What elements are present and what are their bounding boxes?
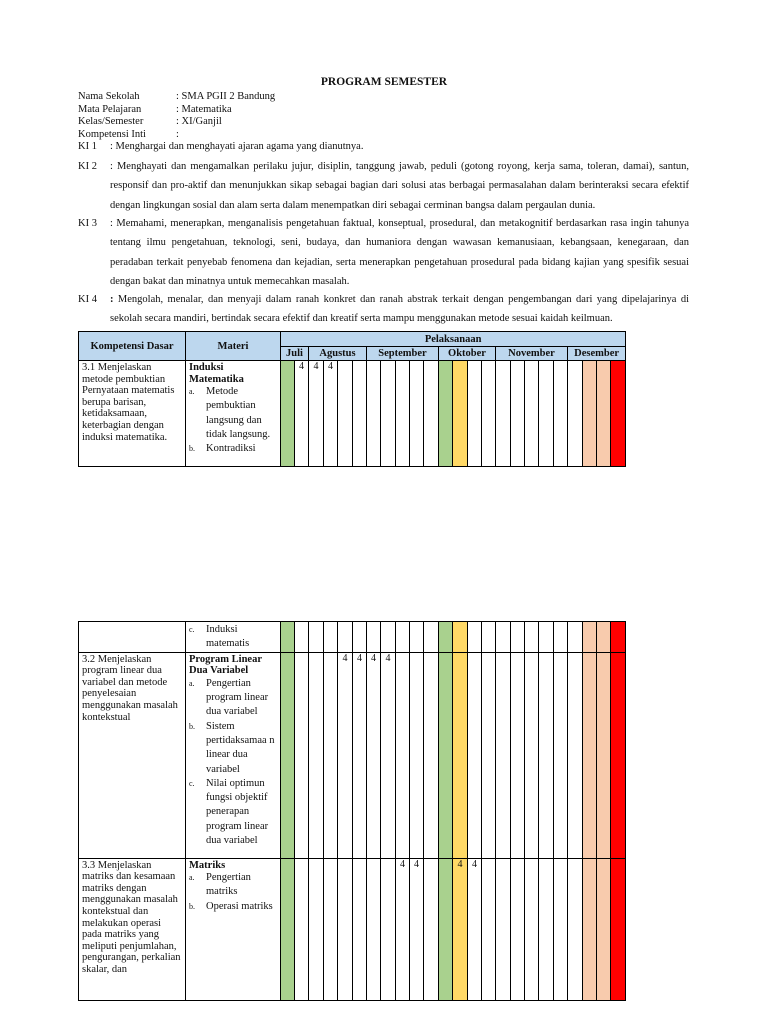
week-cell [396,622,410,653]
week-cell [324,622,338,653]
week-cell [295,858,309,1000]
materi-item-letter: b. [189,721,195,731]
week-cell [525,622,539,653]
week-cell [381,622,396,653]
week-cell: 4 [353,652,367,858]
week-cell [539,361,554,467]
week-cell [583,622,597,653]
week-cell: 4 [381,652,396,858]
ki-text: : Memahami, menerapkan, menganalisis pengetahuan faktual, konseptual, prosedural, dan metakognitif berdasarkan rasa ingin tahunya tentang ilmu pengetahuan, teknologi, seni, budaya, dan humaniora dengan wawasan kemanusiaan, kebangsaan, kenegaraan, dan peradaban terkait penyebab fenomena dan kejadian, serta menerapkan pengetahuan prosedural pada bidang kajian yang spesifik sesuai dengan bakat dan minatnya untuk memecahkan masalah. [110,218,689,287]
week-cell [424,652,439,858]
week-cell [367,622,381,653]
ki-2 [78,157,689,215]
materi-item-text: Induksi matematis [206,624,250,650]
materi-cell [186,858,281,1000]
materi-item-text: Operasi matriks [206,900,273,912]
week-cell [539,652,554,858]
materi-list [189,623,278,652]
materi-cell [186,361,281,467]
week-cell [482,361,496,467]
materi-item [189,871,278,900]
identity-value: : SMA PGII 2 Bandung [176,91,276,102]
week-cell: 4 [453,858,468,1000]
ki-1 [78,139,689,154]
week-cell [281,858,295,1000]
table-row [79,858,626,1000]
week-cell [281,652,295,858]
materi-item-letter: b. [189,901,195,911]
week-cell [309,622,324,653]
week-cell [597,858,611,1000]
identity-value: : [176,128,179,140]
table-row [79,652,626,858]
materi-list [189,385,278,456]
ki-4 [78,290,689,329]
materi-item-letter: a. [189,387,195,397]
week-cell [410,361,424,467]
week-cell [583,858,597,1000]
week-cell [597,622,611,653]
materi-item-letter: a. [189,678,195,688]
ki-number: KI 3 [78,218,97,229]
materi-item-letter: a. [189,873,195,883]
week-cell [568,652,583,858]
kd-cell [79,622,186,653]
identity-label: Kelas/Semester [78,116,144,127]
week-cell [496,652,511,858]
week-cell [597,652,611,858]
week-cell [554,361,568,467]
materi-item-letter: c. [189,625,195,634]
week-cell: 4 [338,652,353,858]
materi-item-text: Pengertian program linear dua variabel [206,677,269,718]
week-cell [482,652,496,858]
week-cell [453,652,468,858]
col-pelaksanaan: Pelaksanaan [281,332,626,347]
ki-number: KI 2 [78,161,97,172]
week-cell [496,858,511,1000]
week-cell [554,858,568,1000]
week-cell: 4 [295,361,309,467]
week-cell [511,858,525,1000]
week-cell [353,361,367,467]
schedule-table-bottom [78,621,626,1001]
table-header-row [79,332,626,347]
week-cell [511,652,525,858]
week-cell [453,622,468,653]
week-cell [511,622,525,653]
materi-title: Matriks [189,859,226,871]
materi-item-text: Sistem pertidaksamaa n linear dua variabel [206,720,275,775]
week-cell [396,361,410,467]
week-cell [583,652,597,858]
week-cell [309,858,324,1000]
identity-row-school [78,91,275,104]
week-cell [424,622,439,653]
week-cell [396,652,410,858]
ki-colon: : [110,294,114,305]
ki-number: KI 4 [78,294,97,305]
week-cell [468,622,482,653]
week-cell [295,622,309,653]
ki-number: KI 1 [78,141,97,152]
month-juli: Juli [281,347,309,361]
week-cell [338,361,353,467]
materi-title: Program Linear Dua Variabel [189,653,262,677]
week-cell [539,858,554,1000]
materi-item [189,777,278,848]
month-desember: Desember [568,347,626,361]
materi-item [189,442,278,456]
materi-cell [186,652,281,858]
week-cell [611,858,626,1000]
week-cell [381,361,396,467]
week-cell [424,858,439,1000]
week-cell [568,622,583,653]
identity-value: : XI/Ganjil [176,116,222,127]
week-cell [439,361,453,467]
ki-text: : Menghargai dan menghayati ajaran agama yang dianutnya. [110,141,364,152]
week-cell [410,652,424,858]
materi-item [189,900,278,914]
week-cell: 4 [410,858,424,1000]
week-cell [482,622,496,653]
week-cell [468,361,482,467]
week-cell [367,361,381,467]
identity-label: Kompetensi Inti [78,128,146,140]
week-cell [554,652,568,858]
week-cell: 4 [367,652,381,858]
month-september: September [367,347,439,361]
materi-item [189,720,278,777]
materi-item [189,385,278,442]
week-cell [309,652,324,858]
week-cell [453,361,468,467]
month-oktober: Oktober [439,347,496,361]
table-row [79,622,626,653]
week-cell [439,858,453,1000]
week-cell: 4 [396,858,410,1000]
week-cell [439,622,453,653]
kd-cell: 3.3 Menjelaskan matriks dan kesamaan matriks dengan menggunakan masalah kontekstual dan melakukan operasi pada matriks yang meliputi penjumlahan, pengurangan, perkalian skalar, dan [79,858,186,1000]
week-cell [468,652,482,858]
materi-item-letter: c. [189,778,195,788]
week-cell [281,361,295,467]
page-title: PROGRAM SEMESTER [320,76,448,88]
ki-text [110,290,689,329]
week-cell [410,622,424,653]
week-cell [353,858,367,1000]
materi-item [189,623,278,652]
week-cell [525,858,539,1000]
week-cell [439,652,453,858]
week-cell: 4 [324,361,338,467]
week-cell [496,622,511,653]
week-cell [568,858,583,1000]
identity-row-subject [78,104,275,117]
table-row [79,361,626,467]
week-cell [611,361,626,467]
ki-text: : Menghayati dan mengamalkan perilaku jujur, disiplin, tanggung jawab, peduli (gotong royong, kerja sama, toleran, damai), santun, responsif dan pro-aktif dan menunjukkan sikap sebagai bagian dari solusi atas berbagai permasalahan dalam berinteraksi secara efektif dengan lingkungan sosial dan alam serta dalam menempatkan diri sebagai cerminan bangsa dalam pergaulan dunia. [110,161,689,211]
week-cell [568,361,583,467]
identity-value: : Matematika [176,103,232,115]
week-cell [583,361,597,467]
materi-list [189,677,278,849]
week-cell: 4 [309,361,324,467]
materi-list [189,871,278,914]
materi-title: Induksi Matematika [189,362,244,385]
week-cell [525,361,539,467]
week-cell: 4 [468,858,482,1000]
identity-label: Nama Sekolah [78,91,140,102]
identity-block [78,91,275,141]
materi-item-text: Metode pembuktian langsung dan tidak langsung. [206,386,271,441]
week-cell [381,858,396,1000]
week-cell [539,622,554,653]
week-cell [324,858,338,1000]
week-cell [295,652,309,858]
week-cell [482,858,496,1000]
identity-label: Mata Pelajaran [78,103,142,115]
ki-text-body: Mengolah, menalar, dan menyaji dalam ranah konkret dan ranah abstrak terkait dengan pengembangan dari yang dipelajarinya di sekolah secara mandiri, bertindak secara efektif dan kreatif serta mampu menggunakan metode sesuai kaidah keilmuan. [110,294,690,325]
ki-3 [78,214,689,291]
week-cell [424,361,439,467]
week-cell [281,622,295,653]
col-materi: Materi [186,332,281,361]
week-cell [511,361,525,467]
materi-item-letter: b. [189,444,195,454]
materi-item-text: Pengertian matriks [206,872,251,898]
week-cell [338,858,353,1000]
week-cell [554,622,568,653]
week-cell [338,622,353,653]
week-cell [611,622,626,653]
kd-cell: 3.2 Menjelaskan program linear dua variabel dan metode penyelesaian menggunakan masalah kontekstual [79,652,186,858]
month-november: November [496,347,568,361]
col-kompetensi-dasar: Kompetensi Dasar [79,332,186,361]
week-cell [353,622,367,653]
week-cell [496,361,511,467]
week-cell [525,652,539,858]
kd-cell: 3.1 Menjelaskan metode pembuktian Pernyataan matematis berupa barisan, ketidaksamaan, keterbagian dengan induksi matematika. [79,361,186,467]
identity-row-class [78,116,275,129]
materi-item-text: Nilai optimun fungsi objektif penerapan program linear dua variabel [206,777,269,847]
week-cell [597,361,611,467]
materi-item [189,677,278,720]
week-cell [324,652,338,858]
materi-item-text: Kontradiksi [206,443,256,455]
month-agustus: Agustus [309,347,367,361]
week-cell [367,858,381,1000]
materi-cell [186,622,281,653]
week-cell [611,652,626,858]
schedule-table-top [78,331,626,467]
